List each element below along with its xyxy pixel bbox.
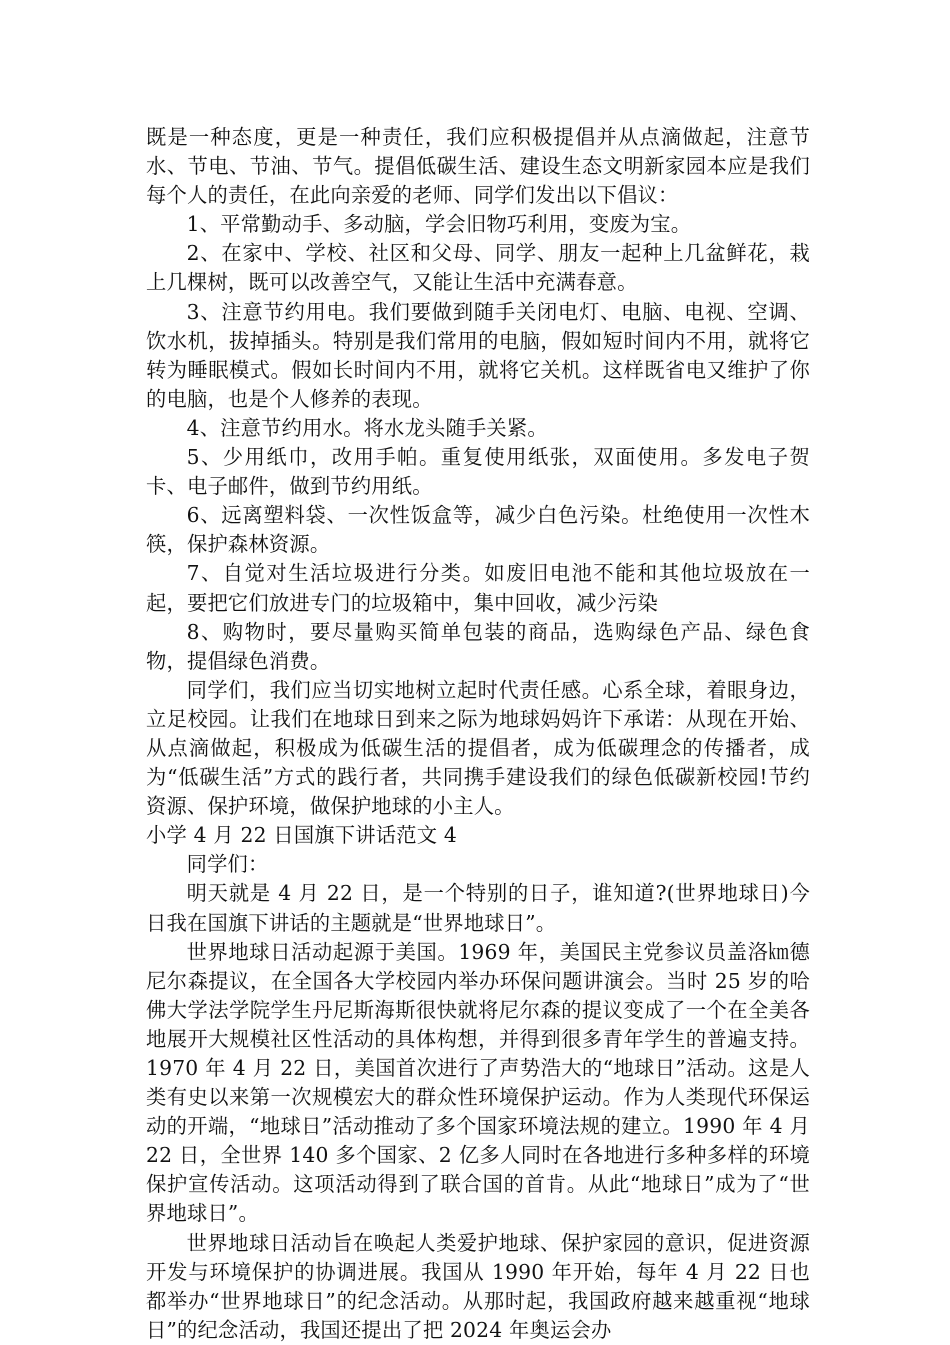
paragraph-greeting: 同学们：	[186, 852, 269, 877]
paragraph-item-3: 3、注意节约用电。我们要做到随手关闭电灯、电脑、电视、空调、饮水机，拔掉插头。特别是我们常用的电脑，假如短时间内不用，就将它转为睡眠模式。假如长时间内不用，就将它关机。这样既省电又维护了你的电脑，也是个人修养的表现。	[146, 299, 810, 411]
section-heading: 小学 4 月 22 日国旗下讲话范文 4	[146, 823, 457, 848]
paragraph-intro: 既是一种态度，更是一种责任，我们应积极提倡并从点滴做起，注意节水、节电、节油、节气。提倡低碳生活、建设生态文明新家园本应是我们每个人的责任，在此向亲爱的老师、同学们发出以下倡议：	[146, 125, 810, 208]
paragraph-closing: 同学们，我们应当切实地树立起时代责任感。心系全球，着眼身边，立足校园。让我们在地球日到来之际为地球妈妈许下承诺：从现在开始、从点滴做起，积极成为低碳生活的提倡者，成为低碳理念的传播者，成为“低碳生活”方式的践行者，共同携手建设我们的绿色低碳新校园!节约资源、保护环境，做保护地球的小主人。	[146, 677, 810, 819]
paragraph-earth-day-purpose: 世界地球日活动旨在唤起人类爱护地球、保护家园的意识，促进资源开发与环境保护的协调进展。我国从 1990 年开始，每年 4 月 22 日也都举办“世界地球日”的纪念活动。从那时起，我国政府越来越重视“地球日”的纪念活动，我国还提出了把 2024 年奥运会办	[146, 1230, 810, 1342]
paragraph-item-4: 4、注意节约用水。将水龙头随手关紧。	[186, 415, 548, 440]
paragraph-item-7: 7、自觉对生活垃圾进行分类。如废旧电池不能和其他垃圾放在一起，要把它们放进专门的垃圾箱中，集中回收，减少污染	[146, 561, 810, 615]
paragraph-item-8: 8、购物时，要尽量购买简单包装的商品，选购绿色产品、绿色食物，提倡绿色消费。	[146, 619, 810, 673]
paragraph-item-5: 5、少用纸巾，改用手帕。重复使用纸张，双面使用。多发电子贺卡、电子邮件，做到节约用纸。	[146, 445, 810, 499]
paragraph-item-6: 6、远离塑料袋、一次性饭盒等，减少白色污染。杜绝使用一次性木筷，保护森林资源。	[146, 503, 810, 557]
paragraph-earth-day-history: 世界地球日活动起源于美国。1969 年，美国民主党参议员盖洛㎞德尼尔森提议，在全国各大学校园内举办环保问题讲演会。当时 25 岁的哈佛大学法学院学生丹尼斯海斯很快就将尼尔森的提议变成了一个在全美各地展开大规模社区性活动的具体构想，并得到很多青年学生的普遍支持。1970 年 4 月 22 日，美国首次进行了声势浩大的“地球日”活动。这是人类有史以来第一次规模宏大的群众性环境保护运动。作为人类现代环保运动的开端，“地球日”活动推动了多个国家环境法规的建立。1990 年 4 月 22 日，全世界 140 多个国家、2 亿多人同时在各地进行多种多样的环境保护宣传活动。这项活动得到了联合国的首肯。从此“地球日”成为了“世界地球日”。	[146, 939, 810, 1226]
paragraph-earth-day-intro: 明天就是 4 月 22 日，是一个特别的日子，谁知道?(世界地球日)今日我在国旗下讲话的主题就是“世界地球日”。	[146, 881, 810, 935]
paragraph-item-1: 1、平常勤动手、多动脑，学会旧物巧利用，变废为宝。	[186, 212, 692, 237]
document-body	[146, 123, 810, 1345]
paragraph-item-2: 2、在家中、学校、社区和父母、同学、朋友一起种上几盆鲜花，栽上几棵树，既可以改善空气，又能让生活中充满春意。	[146, 241, 810, 295]
